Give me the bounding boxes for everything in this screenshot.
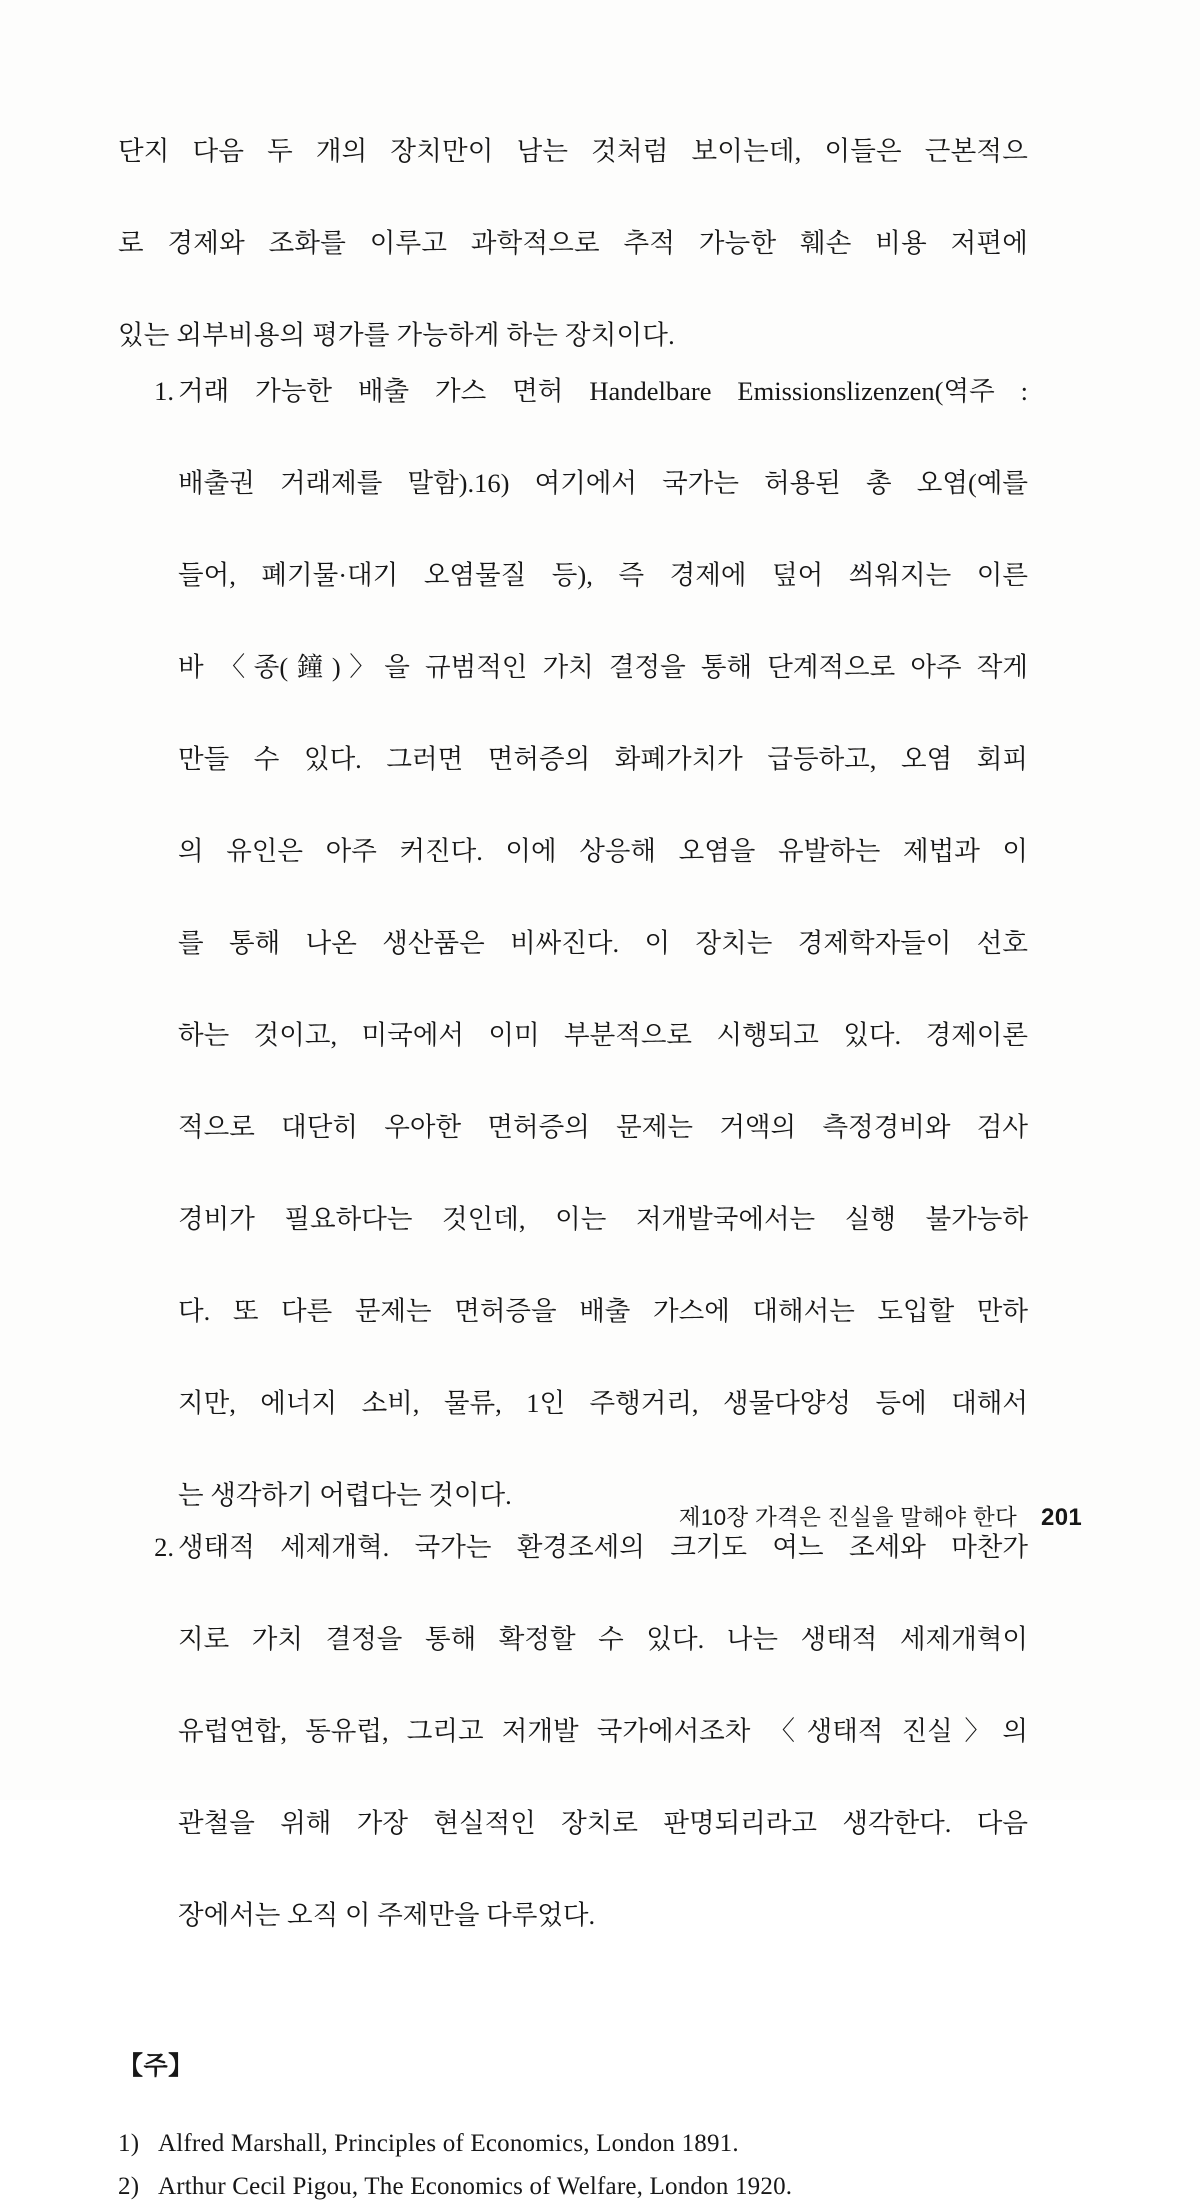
list-item-line: 배출권 거래제를 말함).16) 여기에서 국가는 허용된 총 오염(예를	[178, 468, 1028, 498]
list-item-line: 하는 것이고, 미국에서 이미 부분적으로 시행되고 있다. 경제이론	[178, 1020, 1028, 1050]
list-item-line: 적으로 대단히 우아한 면허증의 문제는 거액의 측정경비와 검사	[178, 1112, 1028, 1142]
note-text: Arthur Cecil Pigou, The Economics of Welfare, London 1920.	[158, 2173, 793, 2200]
list-item	[118, 368, 1028, 1518]
list-item-line: 생태적 세제개혁. 국가는 환경조세의 크기도 여느 조세와 마찬가	[178, 1532, 1028, 1562]
footer-chapter-title: 제10장 가격은 진실을 말해야 한다	[678, 1505, 1018, 1530]
list-item-line: 지만, 에너지 소비, 물류, 1인 주행거리, 생물다양성 등에 대해서	[178, 1388, 1028, 1418]
list-item-line: 거래 가능한 배출 가스 면허 Handelbare Emissionslizenzen(역주 :	[178, 376, 1028, 406]
list-item-line: 관철을 위해 가장 현실적인 장치로 판명되리라고 생각한다. 다음	[178, 1808, 1028, 1838]
notes-heading: 【주】	[118, 2052, 194, 2080]
page-footer	[679, 1500, 1082, 1532]
list-item-line: 의 유인은 아주 커진다. 이에 상응해 오염을 유발하는 제법과 이	[178, 836, 1028, 866]
page-number: 201	[1041, 1504, 1082, 1531]
list-item-line: 지로 가치 결정을 통해 확정할 수 있다. 나는 생태적 세제개혁이	[178, 1624, 1028, 1654]
note-marker: 1)	[118, 2130, 140, 2157]
numbered-list	[118, 368, 1028, 1938]
list-item-line: 경비가 필요하다는 것인데, 이는 저개발국에서는 실행 불가능하	[178, 1204, 1028, 1234]
list-item-marker: 1.	[154, 376, 174, 406]
notes-list	[118, 2122, 1028, 2208]
note-text: Alfred Marshall, Principles of Economics, London 1891.	[158, 2130, 739, 2157]
list-item-line: 는 생각하기 어렵다는 것이다.	[178, 1480, 512, 1510]
paragraph-line: 로 경제와 조화를 이루고 과학적으로 추적 가능한 훼손 비용 저편에	[118, 228, 1028, 258]
list-item-line: 유럽연합, 동유럽, 그리고 저개발 국가에서조차 〈생태적 진실〉의	[178, 1716, 1028, 1746]
paragraph-line: 있는 외부비용의 평가를 가능하게 하는 장치이다.	[118, 320, 675, 350]
list-item-line: 만들 수 있다. 그러면 면허증의 화폐가치가 급등하고, 오염 회피	[178, 744, 1028, 774]
list-item-line: 다. 또 다른 문제는 면허증을 배출 가스에 대해서는 도입할 만하	[178, 1296, 1028, 1326]
list-item-line: 를 통해 나온 생산품은 비싸진다. 이 장치는 경제학자들이 선호	[178, 928, 1028, 958]
note-entry	[118, 2122, 1028, 2165]
list-item-line: 장에서는 오직 이 주제만을 다루었다.	[178, 1900, 596, 1930]
paragraph-line: 단지 다음 두 개의 장치만이 남는 것처럼 보이는데, 이들은 근본적으	[118, 136, 1028, 166]
list-item	[118, 1524, 1028, 1938]
list-item-line: 들어, 폐기물·대기 오염물질 등), 즉 경제에 덮어 씌워지는 이른	[178, 560, 1028, 590]
list-item-line: 바 〈종(鐘)〉을 규범적인 가치 결정을 통해 단계적으로 아주 작게	[178, 652, 1028, 682]
page-content	[118, 128, 1028, 2208]
note-entry	[118, 2165, 1028, 2208]
list-item-marker: 2.	[154, 1532, 174, 1562]
body-paragraph	[118, 128, 1028, 358]
note-marker: 2)	[118, 2173, 140, 2200]
